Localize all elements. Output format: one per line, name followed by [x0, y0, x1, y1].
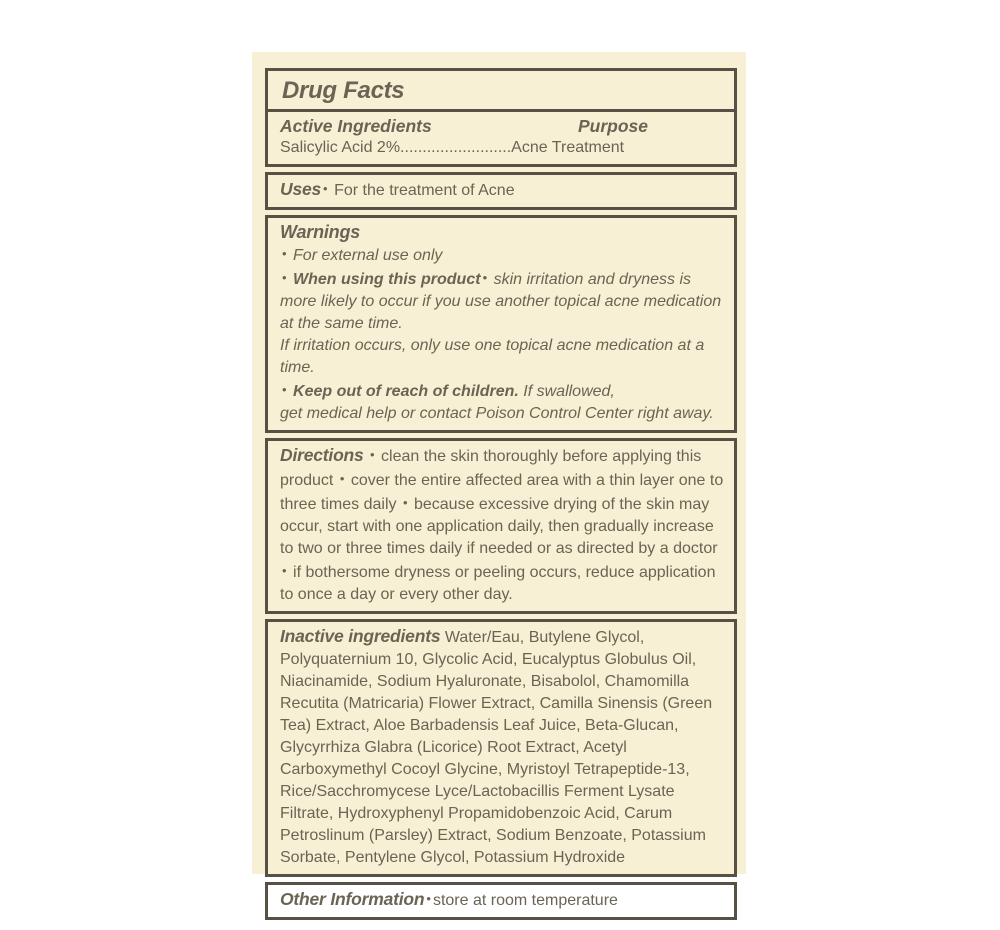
warning-text: If swallowed,: [523, 383, 615, 400]
active-ingredients-header-row: [280, 115, 724, 137]
drug-facts-title: Drug Facts: [282, 77, 405, 104]
warning-bold-phrase: When using this product: [293, 271, 481, 288]
warning-bold-phrase: Keep out of reach of children.: [293, 383, 519, 400]
bullet-icon: •: [282, 246, 287, 261]
directions-item: clean the skin thoroughly before applying this product: [280, 448, 702, 489]
warning-text: skin irritation and dryness is more likely to occur if you use another topical acne medication at the same time.: [280, 271, 722, 332]
section-other-information: [265, 882, 737, 920]
section-uses: [265, 172, 737, 210]
bullet-icon: •: [339, 471, 345, 486]
section-directions: [265, 438, 737, 614]
directions-item: cover the entire affected area with a thin layer one to three times daily: [280, 472, 724, 513]
other-information-text: store at room temperature: [432, 892, 618, 909]
inactive-ingredients-heading: Inactive ingredients: [280, 626, 441, 646]
uses-heading: Uses: [280, 179, 322, 199]
section-warnings: [265, 215, 737, 433]
inactive-ingredients-text: Water/Eau, Butylene Glycol, Polyquaternium 10, Glycolic Acid, Eucalyptus Globulus Oil, Niacinamide, Sodium Hyaluronate, Bisabolol, Chamomilla Recutita (Matricaria) Flower Extract, Camilla Sinensis (Green Tea) Extract, Aloe Barbadensis Leaf Juice, Beta-Glucan, Glycyrrhiza Glabra (Licorice) Root Extract, Acetyl Carboxymethyl Cocoyl Glycine, Myristoyl Tetrapeptide-13, Rice/Sacchromycese Lyce/Lactobacillis Ferment Lysate Filtrate, Hydroxyphenyl Propamidobenzoic Acid, Carum Petroslinum (Parsley) Extract, Sodium Benzoate, Potassium Sorbate, Pentylene Glycol, Potassium Hydroxide: [280, 629, 713, 866]
warning-irritation: [280, 335, 724, 379]
bullet-icon: •: [282, 270, 287, 285]
warnings-heading: Warnings: [280, 222, 361, 242]
directions-item: if bothersome dryness or peeling occurs, reduce application to once a day or every other day.: [280, 564, 716, 603]
title-divider: [268, 109, 734, 112]
uses-text: For the treatment of Acne: [334, 182, 515, 199]
warning-text: For external use only: [293, 247, 443, 264]
warning-text: get medical help or contact Poison Control Center right away.: [280, 405, 714, 422]
warning-text: If irritation occurs, only use one topical acne medication at a time.: [280, 337, 705, 376]
bullet-icon: •: [402, 495, 408, 510]
active-ingredient-line: Salicylic Acid 2%.........................Acne Treatment: [280, 139, 625, 156]
bullet-icon: •: [282, 382, 287, 397]
directions-item: because excessive drying of the skin may occur, start with one application daily, then gradually increase to two or three times daily if needed or as directed by a doctor: [280, 496, 718, 557]
warning-keep-out: [280, 379, 724, 425]
drug-facts-label: [252, 52, 746, 909]
active-ingredients-heading: Active Ingredients: [280, 116, 432, 136]
purpose-heading: Purpose: [577, 116, 648, 136]
section-title-and-active-ingredients: [265, 68, 737, 167]
bullet-icon: •: [282, 563, 287, 578]
bullet-icon: •: [370, 447, 375, 462]
label-sections: [265, 68, 737, 920]
bullet-icon: •: [426, 891, 431, 906]
warning-when-using: [280, 267, 724, 335]
directions-heading: Directions: [280, 445, 364, 465]
bullet-icon: •: [323, 181, 328, 196]
warning-external-use: [280, 243, 724, 267]
other-information-heading: Other Information: [280, 889, 425, 909]
section-inactive-ingredients: [265, 619, 737, 877]
bullet-icon: •: [482, 270, 488, 285]
